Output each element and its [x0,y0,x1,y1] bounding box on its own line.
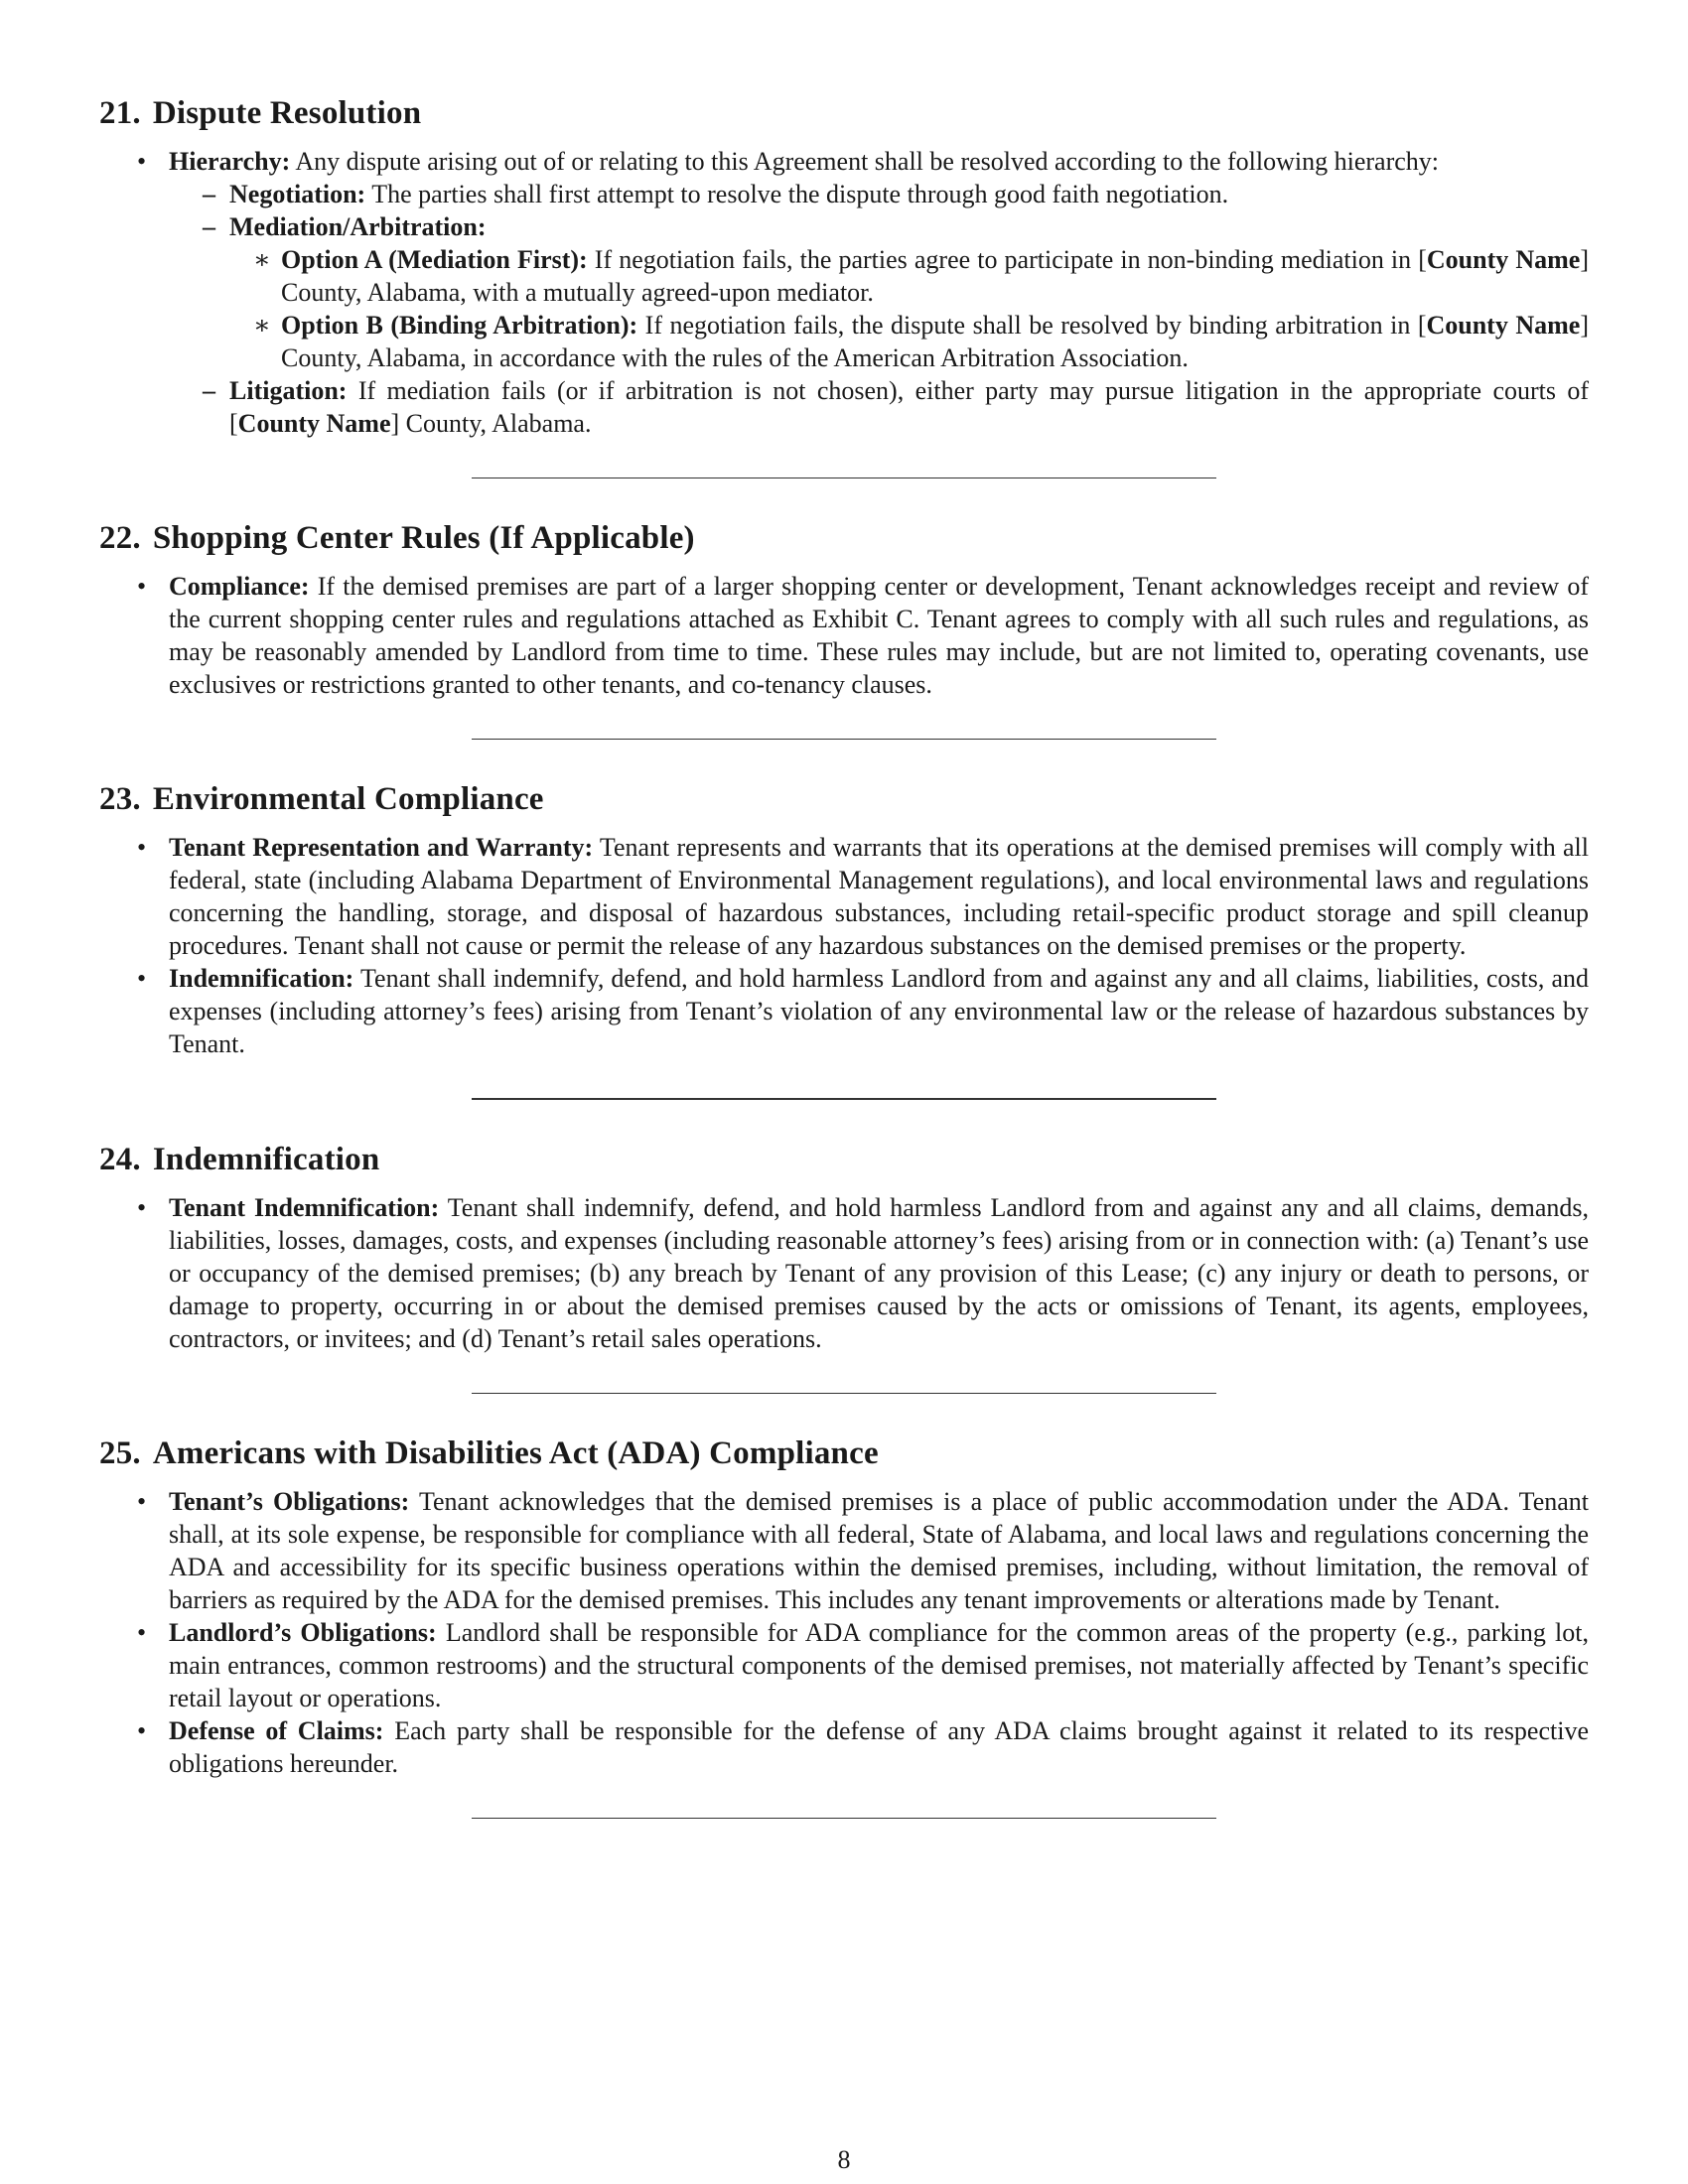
section-divider [472,1818,1216,1819]
item-label: Hierarchy: [169,147,291,176]
item-text-end: ] County, Alabama. [390,409,592,438]
item-text: Landlord shall be responsible for ADA compliance for the common areas of the property (e.g., parking lot, main entrances, common restrooms) and the structural components of the demised premises, not materially affected by Tenant’s specific retail layout or operations. [169,1618,1590,1712]
bullet-list [99,145,1589,440]
item-label: Compliance: [169,572,310,601]
list-item-negotiation [169,178,1589,210]
county-placeholder: County Name [1426,311,1581,340]
item-text: The parties shall first attempt to resolve the dispute through good faith negotiation. [371,180,1229,208]
item-text: Tenant represents and warrants that its operations at the demised premises will comply with all federal, state (including Alabama Department of Environmental Management regulations), and local environmental laws and regulations concerning the handling, storage, and disposal of hazardous substances, including retail-specific product storage and spill cleanup procedures. Tenant shall not cause or permit the release of any hazardous substances on the demised premises or the property. [169,833,1590,960]
section-heading [99,1433,1589,1473]
bullet-list [99,831,1589,1060]
sub-list [169,178,1589,440]
item-text: Tenant shall indemnify, defend, and hold harmless Landlord from and against any and all claims, liabilities, costs, and expenses (including attorney’s fees) arising from Tenant’s violation of any environmental law or the release of hazardous substances by Tenant. [169,964,1590,1058]
item-label: Litigation: [229,376,348,405]
list-item [99,1191,1589,1355]
item-text: Tenant shall indemnify, defend, and hold harmless Landlord from and against any and all claims, demands, liabilities, losses, damages, costs, and expenses (including reasonable attorney’s fees) arising from or in connection with: (a) Tenant’s use or occupancy of the demised premises; (b) any breach by Tenant of any provision of this Lease; (c) any injury or death to persons, or damage to property, occurring in or about the demised premises caused by the acts or omissions of Tenant, its agents, employees, contractors, or invitees; and (d) Tenant’s retail sales operations. [169,1193,1590,1353]
item-text: If the demised premises are part of a larger shopping center or development, Tenant acknowledges receipt and review of the current shopping center rules and regulations attached as Exhibit C. Tenant agrees to comply with all such rules and regulations, as may be reasonably amended by Landlord from time to time. These rules may include, but are not limited to, operating covenants, use exclusives or restrictions granted to other tenants, and co-tenancy clauses. [169,572,1590,699]
section-divider [472,1098,1216,1100]
item-label: Indemnification: [169,964,354,993]
section-number: 22. [99,520,141,556]
list-item [99,1714,1589,1780]
list-item [99,570,1589,701]
item-label: Defense of Claims: [169,1716,384,1745]
county-placeholder: County Name [237,409,391,438]
item-label: Tenant Representation and Warranty: [169,833,594,862]
item-text: If negotiation fails, the parties agree to participate in non-binding mediation in [ [594,245,1427,274]
list-item-option-b [229,309,1589,374]
item-text: If negotiation fails, the dispute shall be resolved by binding arbitration in [ [644,311,1427,340]
document-page [99,93,1589,1858]
section-divider [472,739,1216,740]
section-25 [99,1433,1589,1780]
section-heading [99,1140,1589,1179]
item-label: Option B (Binding Arbitration): [281,311,638,340]
section-number: 23. [99,781,141,817]
item-label: Option A (Mediation First): [281,245,588,274]
county-placeholder: County Name [1426,245,1581,274]
list-item [99,1616,1589,1714]
section-title: Shopping Center Rules (If Applicable) [152,520,695,556]
list-item [99,1485,1589,1616]
section-heading [99,518,1589,558]
section-24 [99,1140,1589,1355]
section-heading [99,93,1589,133]
section-title: Environmental Compliance [152,781,544,817]
item-text: Any dispute arising out of or relating to this Agreement shall be resolved according to the following hierarchy: [295,147,1439,176]
list-item-mediation-arbitration [169,210,1589,374]
bullet-list [99,1485,1589,1780]
section-number: 21. [99,95,141,131]
item-text: Tenant acknowledges that the demised premises is a place of public accommodation under the ADA. Tenant shall, at its sole expense, be responsible for compliance with all federal, State of Alabama, and local laws and regulations concerning the ADA and accessibility for its specific business operations within the demised premises, including, without limitation, the removal of barriers as required by the ADA for the demised premises. This includes any tenant improvements or alterations made by Tenant. [169,1487,1590,1614]
list-item-option-a [229,243,1589,309]
section-number: 24. [99,1142,141,1177]
list-item-hierarchy [99,145,1589,440]
item-label: Negotiation: [229,180,366,208]
section-title: Dispute Resolution [152,95,422,131]
item-label: Tenant Indemnification: [169,1193,440,1222]
section-22 [99,518,1589,701]
section-title: Americans with Disabilities Act (ADA) Compliance [152,1435,879,1471]
section-23 [99,779,1589,1060]
section-heading [99,779,1589,819]
item-label: Landlord’s Obligations: [169,1618,437,1647]
item-text: Each party shall be responsible for the defense of any ADA claims brought against it related to its respective obligations hereunder. [169,1716,1590,1778]
bullet-list [99,1191,1589,1355]
bullet-list [99,570,1589,701]
page-number: 8 [837,2145,851,2174]
sub-sub-list [229,243,1589,374]
list-item-litigation [169,374,1589,440]
item-text-end: ] County, Alabama, with a mutually agreed-upon mediator. [281,245,1589,307]
item-label: Tenant’s Obligations: [169,1487,410,1516]
item-label: Mediation/Arbitration: [229,212,487,241]
item-text-end: ] County, Alabama, in accordance with the rules of the American Arbitration Association. [281,311,1589,372]
list-item [99,962,1589,1060]
list-item [99,831,1589,962]
section-title: Indemnification [152,1142,380,1177]
section-number: 25. [99,1435,141,1471]
section-21 [99,93,1589,440]
item-text: If mediation fails (or if arbitration is not chosen), either party may pursue litigation in the appropriate courts of [ [229,376,1590,438]
section-divider [472,1393,1216,1394]
